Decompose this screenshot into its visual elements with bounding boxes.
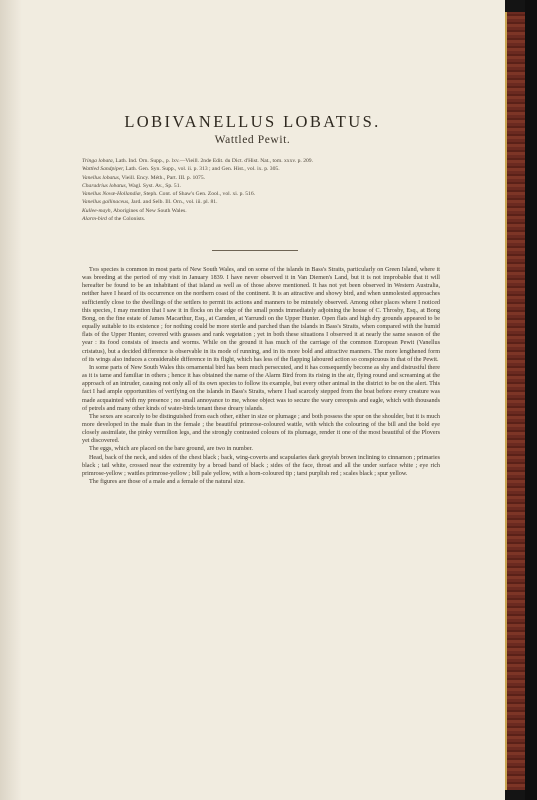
synonym-reference: of the Colonists. bbox=[106, 216, 146, 223]
paragraph bbox=[82, 364, 440, 413]
paragraph bbox=[82, 266, 440, 364]
synonym-reference: Lath. Gen. Syn. Supp., vol. ii. p. 313 ; and Gen. Hist., vol. ix. p. 305. bbox=[124, 166, 280, 173]
synonym-entry bbox=[82, 174, 442, 182]
synonymy-list bbox=[82, 157, 442, 223]
paragraph-text: The figures are those of a male and a female of the natural size. bbox=[89, 479, 245, 486]
paragraph-text: The sexes are scarcely to be distinguished from each other, either in size or plumage ; and both possess the spur on the shoulder, but it is much more developed in the male than in the female ; the beautiful primrose-coloured wattle, with which the colouring of the bill and the bold eye closely assimilate, the pinky vermilion legs, and the strongly contrasted colours of its plumage, render it one of the most beautiful of the Plovers yet discovered. bbox=[82, 413, 440, 445]
description-body bbox=[82, 266, 440, 486]
synonym-name: Wattled Sandpiper, bbox=[82, 166, 125, 173]
synonym-reference: Vieill. Ency. Méth., Part. III. p. 1075. bbox=[120, 174, 206, 181]
paragraph-text: The eggs, which are placed on the bare ground, are two in number. bbox=[89, 446, 253, 453]
paragraph-lead: This bbox=[89, 267, 100, 273]
synonym-name: Tringa lobata, bbox=[82, 158, 115, 164]
synonym-entry bbox=[82, 165, 442, 173]
synonym-reference: Aborigines of New South Wales. bbox=[111, 207, 187, 214]
paragraph bbox=[82, 454, 440, 478]
paragraph-text: In some parts of New South Wales this ornamental bird has been much persecuted, and it has consequently become as shy and distrustful there as it is tame and familiar in others ; hence it has obtained the name of the Alarm Bird from its rising in the air, flying round and screaming at the approach of an intruder, causing not only all of its own species to follow its example, but every other animal in the district to be on the alert. This fact I had ample opportunities of verifying on the islands in Bass's Straits, where I had scarcely stepped from the boat before every creature was made acquainted with my presence ; no small annoyance to me, whose object was to secure the wary cereopsis and eagle, which with thousands of petrels and many other kinds of water-birds tenant these dreary islands. bbox=[82, 364, 440, 412]
paragraph bbox=[82, 413, 440, 446]
synonym-entry bbox=[82, 182, 442, 190]
synonym-name: Charadrius lobatus, bbox=[82, 182, 128, 189]
book-binding-edge bbox=[505, 12, 527, 790]
synonym-reference: Lath. Ind. Orn. Supp., p. lxv.—Vieill. 2nde Edit. du Dict. d'Hist. Nat., tom. xxxv. p. 209. bbox=[114, 158, 314, 164]
synonym-entry bbox=[82, 157, 442, 165]
synonym-reference: Wagl. Syst. Av., Sp. 51. bbox=[127, 182, 181, 189]
synonym-name: Kullee-mayh, bbox=[82, 207, 112, 214]
synonym-entry bbox=[82, 215, 442, 223]
section-divider bbox=[212, 250, 298, 251]
species-title: LOBIVANELLUS LOBATUS. bbox=[124, 112, 381, 131]
common-name: Wattled Pewit. bbox=[214, 134, 291, 146]
synonym-name: Vanellus lobatus, bbox=[82, 174, 121, 181]
paragraph-text: species is common in most parts of New South Wales, and on some of the islands in Bass's Straits, particularly on Green Island, where it was breeding at the period of my visit in January 1839. I have never observed it in Van Diemen's Land, but it is not improbable that it will hereafter be found to be an inhabitant of that island as well as of those above mentioned. It has not yet been observed in Western Australia, neither have I heard of its occurrence on the northern coast of the continent. It is an attractive and showy bird, and when unmolested approaches sufficiently close to the dwellings of the settlers to permit its actions and manners to be minutely observed. Among other places where I noticed this species, I may mention that I saw it in flocks on the edge of the small ponds immediately adjoining the house of C. Throsby, Esq., at Bong Bong, on the fine estate of James Macarthur, Esq., at Camden, at Yarrundi on the Upper Hunter. Open flats and high dry grounds appeared to be equally suitable to its existence ; for nothing could be more sterile and parched than the islands in Bass's Straits, when compared with the humid flats of the Upper Hunter, covered with grasses and rank vegetation ; yet in both these situations I observed it at nearly the same season of the year : its food consists of insects and worms. While on the ground it has much of the carriage of the common European Pewit (Vanellus cristatus), but a decided difference is observable in its mode of running, and in its more bold and attractive manners. The more lengthened form of its wings also induces a considerable difference in its flight, which has less of the flapping laboured action so conspicuous in that of the Pewit. bbox=[82, 267, 440, 363]
scan-background bbox=[525, 0, 537, 800]
synonym-entry bbox=[82, 198, 442, 206]
synonym-reference: Jard. and Selb. Ill. Orn., vol. iii. pl. 81. bbox=[129, 199, 218, 206]
paragraph bbox=[82, 478, 440, 486]
synonym-reference: Steph. Cont. of Shaw's Gen. Zool., vol. xi. p. 516. bbox=[141, 191, 256, 198]
paragraph-text: Head, back of the neck, and sides of the chest black ; back, wing-coverts and scapularies dark greyish brown inclining to cinnamon ; primaries black ; tail white, crossed near the extremity by a broad band of black ; sides of the face, throat and all the under surface white ; eye rich primrose-yellow ; wattles primrose-yellow ; bill pale yellow, with a horn-coloured tip ; tarsi purplish red ; scales black ; spur yellow. bbox=[82, 454, 440, 477]
synonym-name: Vanellus gallinaceus, bbox=[82, 199, 130, 206]
paragraph bbox=[82, 445, 440, 453]
synonym-name: Alarm-bird bbox=[82, 216, 107, 223]
synonym-entry bbox=[82, 207, 442, 215]
synonym-entry bbox=[82, 190, 442, 198]
synonym-name: Vanellus Novæ-Hollandiæ, bbox=[82, 191, 142, 198]
